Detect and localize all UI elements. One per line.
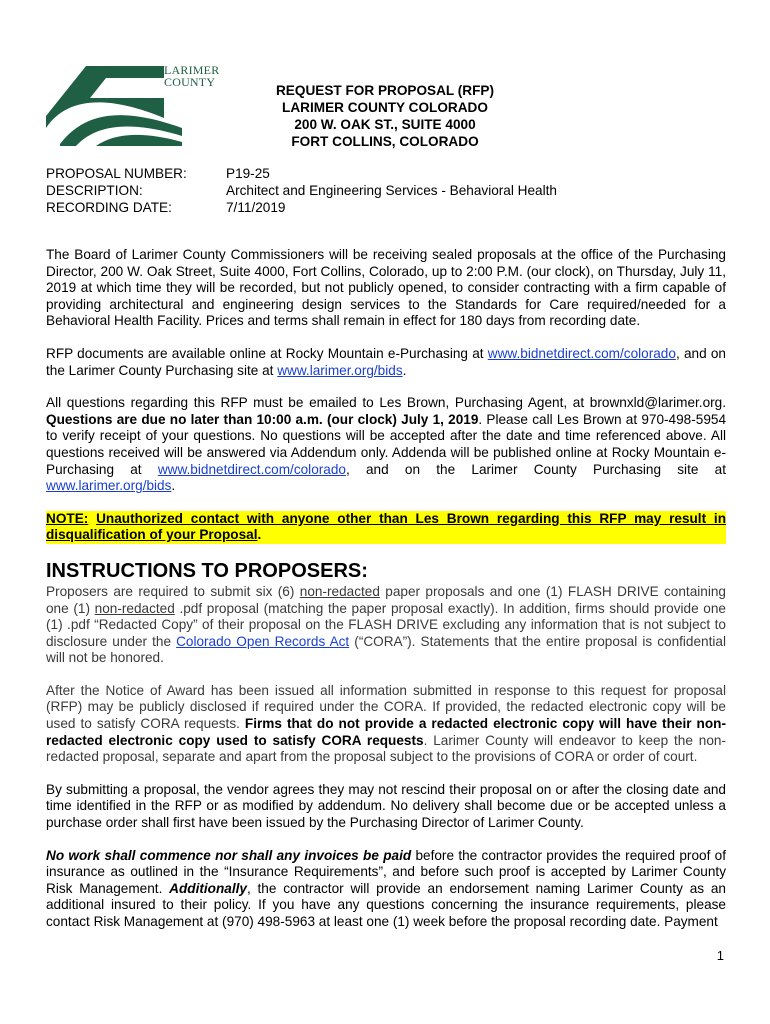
questions-text4: .	[171, 478, 176, 494]
proposal-meta	[46, 165, 557, 216]
header-line3: 200 W. OAK ST., SUITE 4000	[294, 117, 476, 132]
larimer-bids-link-2[interactable]: www.larimer.org/bids	[46, 478, 172, 494]
bidnet-link-2[interactable]: www.bidnetdirect.com/colorado	[157, 461, 346, 477]
instructions-heading: INSTRUCTIONS TO PROPOSERS:	[46, 559, 368, 582]
p2-text-a: After the Notice of Award has been issued all information submitted in response to this request for proposal (RFP) may be publicly disclosed if required under the CORA. If provided, the redacted electronic copy will be used to satisfy CORA requests.	[46, 682, 726, 732]
logo-text	[164, 64, 219, 88]
intro-paragraph: The Board of Larimer County Commissioners will be receiving sealed proposals at the office of the Purchasing Director, 200 W. Oak Street, Suite 4000, Fort Collins, Colorado, up to 2:00 P.M. (our clock), on Thursday, July 11, 2019 at which time they will be recorded, but not publicly opened, to consider contracting with a firm capable of providing architectural and engineering design services to the Standards for Care required/needed for a Behavioral Health Facility. Prices and terms shall remain in effect for 180 days from recording date.	[46, 247, 726, 329]
p1-text-a: Proposers are required to submit six (6)	[46, 583, 300, 599]
logo-text-line1: LARIMER	[164, 63, 220, 77]
p1-underline-2: non-redacted	[94, 600, 175, 616]
proposal-number-row	[46, 165, 557, 182]
page-number: 1	[716, 948, 724, 963]
instructions-p1	[46, 584, 726, 667]
recording-date-label: RECORDING DATE:	[46, 200, 172, 215]
header-line4: FORT COLLINS, COLORADO	[291, 134, 479, 149]
documents-paragraph	[46, 346, 726, 379]
header-line2: LARIMER COUNTY COLORADO	[282, 100, 488, 115]
instructions-p3: By submitting a proposal, the vendor agrees they may not rescind their proposal on or after the closing date and time identified in the RFP or as modified by addendum. No delivery shall become due or be accepted unless a purchase order shall first have been issued by the Purchasing Director of Larimer County.	[46, 781, 726, 831]
larimer-bids-link[interactable]: www.larimer.org/bids	[277, 362, 403, 378]
p1-text-d: (“CORA”). Statements that the entire proposal is confidential will not be honored.	[46, 633, 726, 666]
questions-text3: , and on the Larimer County Purchasing site at	[345, 461, 726, 477]
logo-text-line2: COUNTY	[164, 75, 216, 89]
questions-text2: . Please call Les Brown at 970-498-5954 to verify receipt of your questions. No questions will be accepted after the date and time referenced above. All questions received will be answered via Addendum only. Addenda will be published online at Rocky Mountain e-Purchasing at	[46, 411, 727, 477]
p4-text-a: before the contractor provides the required proof of insurance as outlined in the “Insurance Requirements”, and before such proof is accepted by Larimer County Risk Management.	[46, 847, 726, 896]
larimer-county-logo	[46, 58, 220, 146]
questions-paragraph	[46, 395, 726, 495]
document-body	[46, 247, 726, 947]
p2-bold: Firms that do not provide a redacted electronic copy will have their non-redacted electronic copy used to satisfy CORA requests	[46, 716, 726, 748]
instructions-p2	[46, 683, 726, 766]
docs-text1: RFP documents are available online at Rocky Mountain e-Purchasing at	[46, 345, 488, 361]
note-label: NOTE:	[46, 510, 89, 526]
instructions-section	[46, 584, 726, 766]
note-end: .	[257, 527, 262, 543]
recording-date-row	[46, 199, 557, 216]
header-line1: REQUEST FOR PROPOSAL (RFP)	[275, 83, 495, 98]
instructions-p4	[46, 848, 726, 931]
description-row	[46, 182, 557, 199]
proposal-number-label: PROPOSAL NUMBER:	[46, 166, 187, 181]
description-value: Architect and Engineering Services - Behavioral Health	[226, 183, 557, 198]
bidnet-link[interactable]: www.bidnetdirect.com/colorado	[487, 345, 676, 361]
mountain-logo-icon	[46, 58, 182, 146]
docs-text2: , and on the Larimer County Purchasing site at	[46, 345, 726, 378]
p1-underline-1: non-redacted	[299, 583, 380, 599]
description-label: DESCRIPTION:	[46, 183, 143, 198]
questions-text1: All questions regarding this RFP must be emailed to Les Brown, Purchasing Agent, at brownxld@larimer.org.	[46, 395, 726, 411]
p2-text-b: . Larimer County will endeavor to keep the non-redacted proposal, separate and apart from the proposal subject to the provisions of CORA or order of court.	[46, 732, 726, 765]
note-text: Unauthorized contact with anyone other than Les Brown regarding this RFP may result in disqualification of your Proposal	[46, 510, 726, 543]
p1-text-c: .pdf proposal (matching the paper proposal exactly). In addition, firms should provide one (1) .pdf “Redacted Copy” of their proposal on the FLASH DRIVE excluding any information that is not subject to disclosure under the	[46, 600, 726, 649]
questions-deadline: Questions are due no later than 10:00 a.m. (our clock) July 1, 2019	[46, 411, 479, 427]
docs-text3: .	[402, 362, 407, 378]
proposal-number-value: P19-25	[226, 166, 270, 181]
p1-text-b: paper proposals and one (1) FLASH DRIVE containing one (1)	[46, 583, 726, 616]
p4-text-b: , the contractor will provide an endorsement naming Larimer County as an additional insured to their policy. If you have any questions concerning the insurance requirements, please contact Risk Management at (970) 498-5963 at least one (1) week before the proposal recording date. Payment	[46, 880, 726, 929]
note-highlight	[46, 511, 726, 544]
recording-date-value: 7/11/2019	[226, 200, 286, 215]
rfp-header	[220, 82, 550, 150]
p4-bold-italic: No work shall commence nor shall any invoices be paid	[46, 847, 412, 863]
cora-link[interactable]: Colorado Open Records Act	[176, 633, 350, 649]
p4-bold-italic-2: Additionally	[169, 880, 247, 896]
